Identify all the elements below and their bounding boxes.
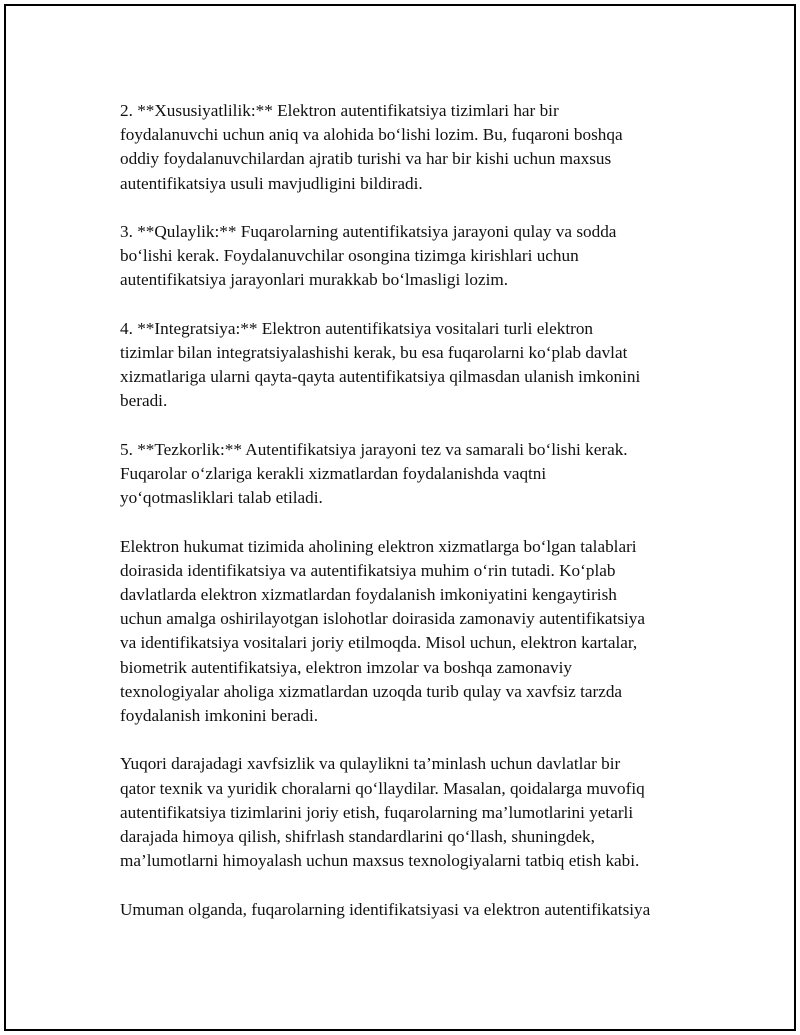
- paragraph-elektron-hukumat: [120, 535, 700, 729]
- text-line: Elektron hukumat tizimida aholining elektron xizmatlarga bo‘lgan talablari: [120, 536, 637, 556]
- page-frame: [4, 4, 796, 1031]
- text-line: biometrik autentifikatsiya, elektron imzolar va boshqa zamonaviy: [120, 657, 572, 677]
- text-line: Yuqori darajadagi xavfsizlik va qulaylikni ta’minlash uchun davlatlar bir: [120, 754, 621, 774]
- text-line: darajada himoya qilish, shifrlash standardlarini qo‘llash, shuningdek,: [120, 827, 595, 847]
- text-line: autentifikatsiya jarayonlari murakkab bo‘lmasligi lozim.: [120, 270, 509, 290]
- text-line: foydalanuvchi uchun aniq va alohida bo‘lishi lozim. Bu, fuqaroni boshqa: [120, 125, 623, 145]
- text-line: foydalanish imkonini beradi.: [120, 706, 319, 726]
- text-line: 4. **Integratsiya:** Elektron autentifikatsiya vositalari turli elektron: [120, 318, 594, 338]
- paragraph-tezkorlik: [120, 438, 700, 511]
- text-line: davlatlarda elektron xizmatlardan foydalanish imkoniyatini kengaytirish: [120, 585, 617, 604]
- text-line: tizimlar bilan integratsiyalashishi kerak, bu esa fuqarolarni ko‘plab davlat: [120, 343, 628, 362]
- text-line: va identifikatsiya vositalari joriy etilmoqda. Misol uchun, elektron kartalar,: [120, 633, 638, 653]
- text-line: qator texnik va yuridik choralarni qo‘llaydilar. Masalan, qoidalarga muvofiq: [120, 778, 645, 798]
- paragraph-integratsiya: [120, 317, 700, 414]
- text-line: texnologiyalar aholiga xizmatlardan uzoqda turib qulay va xavfsiz tarzda: [120, 681, 623, 701]
- text-line: autentifikatsiya usuli mavjudligini bildiradi.: [120, 173, 423, 193]
- text-line: 5. **Tezkorlik:** Autentifikatsiya jarayoni tez va samarali bo‘lishi kerak.: [120, 439, 628, 459]
- text-line: 2. **Xususiyatlilik:** Elektron autentifikatsiya tizimlari har bir: [120, 101, 559, 120]
- text-line: oddiy foydalanuvchilardan ajratib turishi va har bir kishi uchun maxsus: [120, 149, 612, 169]
- text-line: beradi.: [120, 391, 168, 411]
- paragraph-xavfsizlik: [120, 752, 700, 873]
- document-body: [120, 99, 700, 946]
- paragraph-xususiyatlilik: [120, 99, 700, 196]
- text-line: xizmatlariga ularni qayta-qayta autentifikatsiya qilmasdan ulanish imkonini: [120, 367, 641, 387]
- text-line: 3. **Qulaylik:** Fuqarolarning autentifikatsiya jarayoni qulay va sodda: [120, 222, 617, 241]
- text-line: Umuman olganda, fuqarolarning identifikatsiyasi va elektron autentifikatsiya: [120, 899, 651, 919]
- text-line: bo‘lishi kerak. Foydalanuvchilar osongina tizimga kirishlari uchun: [120, 246, 579, 266]
- text-line: yo‘qotmasliklari talab etiladi.: [120, 488, 323, 508]
- paragraph-umuman: [120, 898, 700, 922]
- text-line: uchun amalga oshirilayotgan islohotlar doirasida zamonaviy autentifikatsiya: [120, 609, 646, 629]
- text-line: ma’lumotlarni himoyalash uchun maxsus texnologiyalarni tatbiq etish kabi.: [120, 851, 640, 871]
- text-line: Fuqarolar o‘zlariga kerakli xizmatlardan foydalanishda vaqtni: [120, 464, 547, 483]
- text-line: doirasida identifikatsiya va autentifikatsiya muhim o‘rin tutadi. Ko‘plab: [120, 560, 616, 580]
- paragraph-qulaylik: [120, 220, 700, 293]
- text-line: autentifikatsiya tizimlarini joriy etish, fuqarolarning ma’lumotlarini yetarli: [120, 802, 634, 822]
